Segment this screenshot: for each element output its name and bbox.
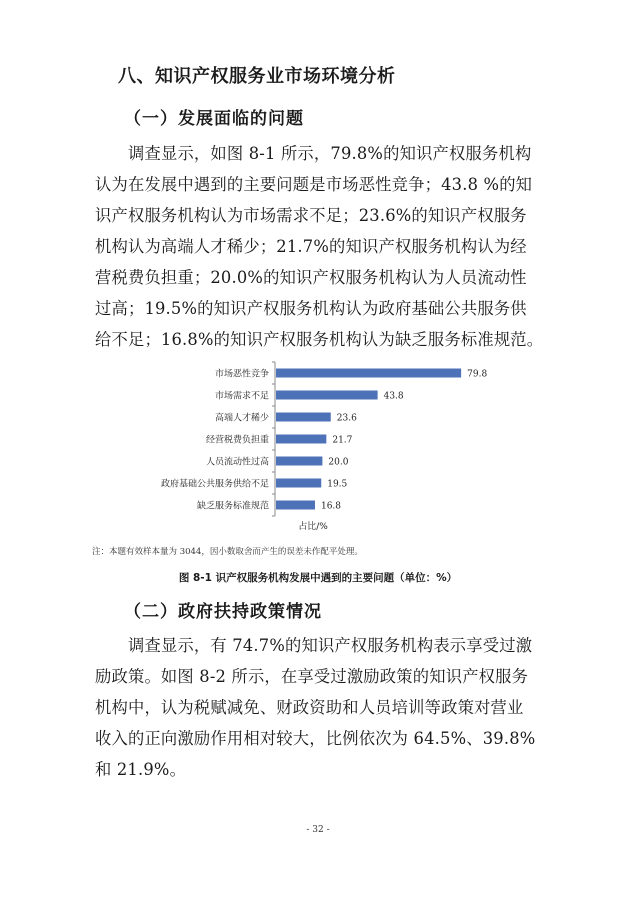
bar <box>276 479 321 488</box>
category-label: 政府基础公共服务供给不足 <box>160 479 269 490</box>
subsection-title-problems: （一）发展面临的问题 <box>124 109 304 129</box>
section-title: 八、知识产权服务业市场环境分析 <box>118 66 396 87</box>
subsection-title-policy: （二）政府扶持政策情况 <box>124 602 322 622</box>
paragraph-line: 和 21.9%。 <box>95 760 187 779</box>
bar <box>276 413 331 422</box>
paragraph-line: 机构中，认为税赋减免、财政资助和人员培训等政策对营业 <box>95 698 524 717</box>
figure-note: 注：本题有效样本量为 3044，因小数取舍而产生的误差未作配平处理。 <box>92 547 363 557</box>
category-label: 市场恶性竞争 <box>214 369 269 380</box>
category-label: 人员流动性过高 <box>205 457 269 468</box>
bar <box>276 501 315 510</box>
paragraph-line: 调查显示，如图 8-1 所示，79.8%的知识产权服务机构 <box>128 144 532 163</box>
paragraph-line: 认为在发展中遇到的主要问题是市场恶性竞争；43.8 %的知 <box>95 175 533 194</box>
bar-chart <box>95 356 545 532</box>
category-label: 高端人才稀少 <box>214 413 269 424</box>
category-label: 经营税费负担重 <box>205 435 269 446</box>
paragraph-policy <box>95 630 545 785</box>
paragraph-line: 识产权服务机构认为市场需求不足；23.6%的知识产权服务 <box>95 206 527 225</box>
bar <box>276 457 322 466</box>
bar <box>276 435 326 444</box>
data-label: 21.7 <box>332 435 353 446</box>
bar <box>276 391 378 400</box>
page-number: - 32 - <box>306 825 330 835</box>
paragraph-line: 调查显示，有 74.7%的知识产权服务机构表示享受过激 <box>128 636 533 655</box>
data-label: 43.8 <box>383 391 404 402</box>
paragraph-line: 过高；19.5%的知识产权服务机构认为政府基础公共服务供 <box>95 299 527 318</box>
paragraph-line: 励政策。如图 8-2 所示，在享受过激励政策的知识产权服务 <box>95 667 529 686</box>
data-label: 23.6 <box>336 413 357 424</box>
category-label: 缺乏服务标准规范 <box>196 501 269 512</box>
data-label: 20.0 <box>328 457 349 468</box>
data-label: 79.8 <box>467 369 488 380</box>
paragraph-line: 给不足；16.8%的知识产权服务机构认为缺乏服务标准规范。 <box>95 330 544 349</box>
bar <box>276 369 461 378</box>
paragraph-problems <box>95 138 545 355</box>
bar-chart-svg <box>95 356 545 532</box>
paragraph-line: 收入的正向激励作用相对较大，比例依次为 64.5%、39.8% <box>95 729 536 748</box>
paragraph-line: 营税费负担重；20.0%的知识产权服务机构认为人员流动性 <box>95 268 527 287</box>
data-label: 19.5 <box>327 479 348 490</box>
figure-caption: 图 8-1 识产权服务机构发展中遇到的主要问题（单位：%） <box>178 572 458 584</box>
paragraph-line: 机构认为高端人才稀少；21.7%的知识产权服务机构认为经 <box>95 237 527 256</box>
data-label: 16.8 <box>320 501 342 512</box>
x-axis-label: 占比/% <box>298 522 328 532</box>
category-label: 市场需求不足 <box>214 391 269 402</box>
